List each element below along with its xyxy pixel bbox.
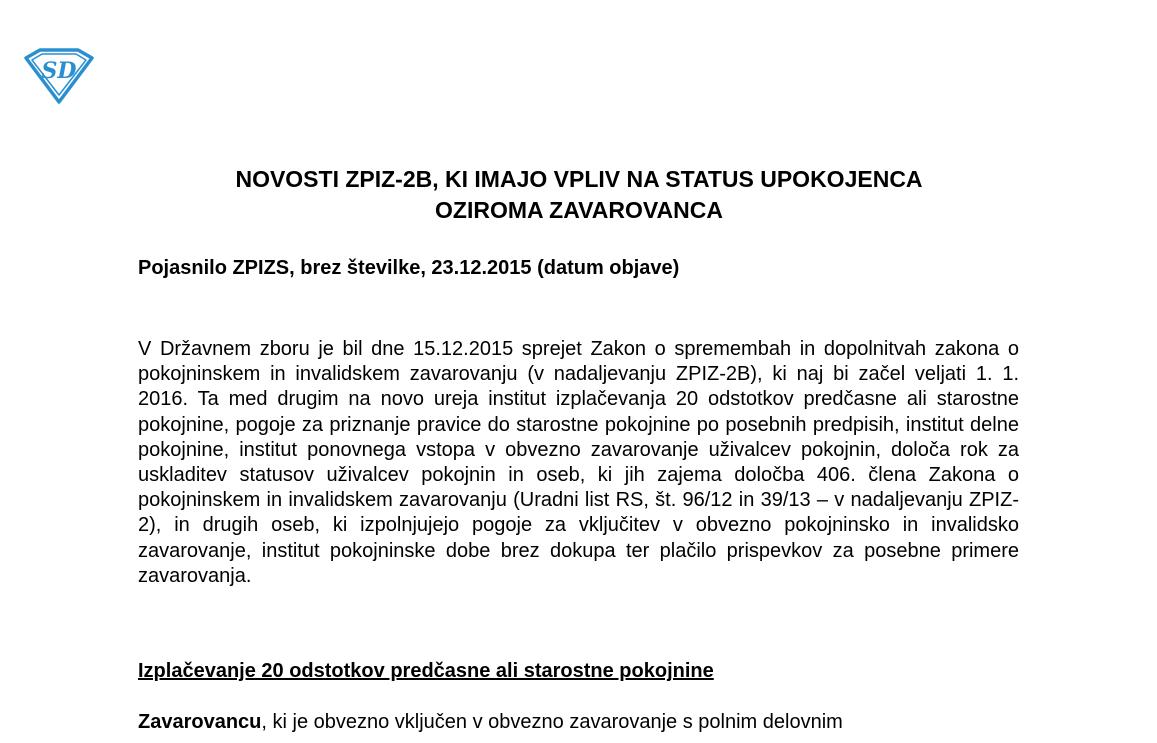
page-title — [138, 164, 1020, 226]
logo-letters: SD — [41, 58, 77, 84]
section-paragraph — [138, 710, 1019, 735]
section-heading: Izplačevanje 20 odstotkov predčasne ali starostne pokojnine — [138, 660, 714, 682]
intro-paragraph: V Državnem zboru je bil dne 15.12.2015 sprejet Zakon o spremembah in dopolnitvah zakona o pokojninskem in invalidskem zavarovanju (v nadaljevanju ZPIZ-2B), ki naj bi začel veljati 1. 1. 2016. Ta med drugim na novo ureja institut izplačevanja 20 odstotkov predčasne ali starostne pokojnine, pogoje za priznanje pravice do starostne pokojnine po posebnih predpisih, institut delne pokojnine, institut ponovnega vstopa v obvezno zavarovanje uživalcev pokojnin, določa rok za uskladitev statusov uživalcev pokojnin in oseb, ki jih zajema določba 406. člena Zakona o pokojninskem in invalidskem zavarovanju (Uradni list RS, št. 96/12 in 39/13 – v nadaljevanju ZPIZ-2), in drugih oseb, ki izpolnjujejo pogoje za vključitev v obvezno pokojninsko in invalidsko zavarovanje, institut pokojninske dobe brez dokupa ter plačilo prispevkov za posebne primere zavarovanja. — [138, 338, 1019, 587]
section-lead-bold: Zavarovancu — [138, 711, 262, 733]
section-lead-text: , ki je obvezno vključen v obvezno zavarovanje s polnim delovnim — [261, 711, 843, 733]
title-line-1: NOVOSTI ZPIZ-2B, KI IMAJO VPLIV NA STATUS UPOKOJENCA — [235, 166, 923, 192]
sd-shield-logo-icon — [22, 48, 96, 104]
title-line-2: OZIROMA ZAVAROVANCA — [435, 197, 723, 223]
document-subtitle: Pojasnilo ZPIZS, brez številke, 23.12.2015 (datum objave) — [138, 257, 680, 279]
